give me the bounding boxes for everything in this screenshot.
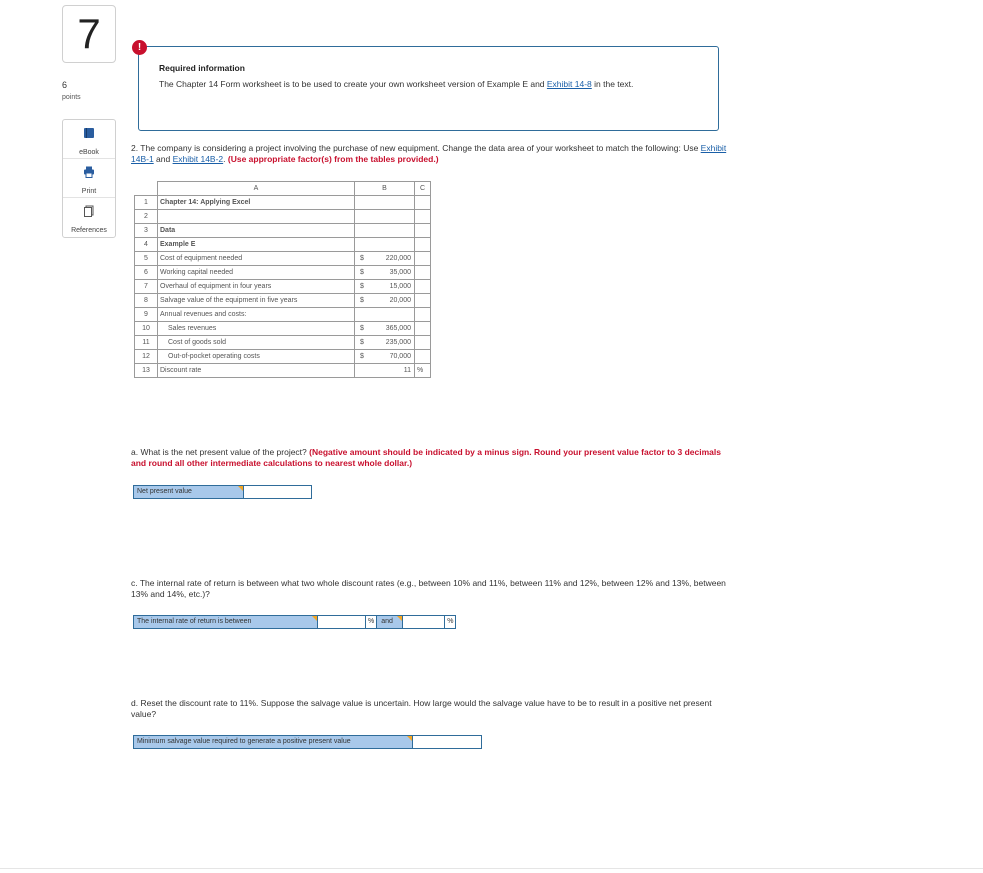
q2-text: 2. The company is considering a project involving the purchase of new equipment. Change the data area of your worksheet to match the following: Use [131,143,701,153]
corner-cell [135,182,158,196]
cell-a: Cost of goods sold [158,336,355,350]
cell-c [415,252,431,266]
references-label: References [71,227,107,234]
cell-c [415,238,431,252]
row-number: 13 [135,364,158,378]
row-number: 8 [135,294,158,308]
ebook-button[interactable] [63,120,115,159]
cell-b-value: 20,000 [374,294,415,308]
row-number: 6 [135,266,158,280]
cell-a [158,210,355,224]
exhibit-14b-2-link[interactable]: Exhibit 14B-2 [172,154,224,164]
cell-a: Working capital needed [158,266,355,280]
salvage-answer-row [133,735,482,749]
exhibit-14b-1-link[interactable]: Exhibit 14B-1 [131,143,727,164]
cell-b-currency [355,224,374,238]
sheet-row [135,336,431,350]
row-number: 4 [135,238,158,252]
qa-instruction: (Negative amount should be indicated by a minus sign. Round your present value factor to 3 decimals and round all other intermediate calculations to nearest whole dollar.) [131,447,721,468]
irr-lower-percent: % [365,616,376,628]
cell-b-currency: $ [355,350,374,364]
irr-lower-input[interactable] [317,616,365,628]
cell-b-value [374,224,415,238]
q2-after: . [223,154,228,164]
sheet-row [135,238,431,252]
cell-b-currency: $ [355,322,374,336]
cell-b-currency [355,210,374,224]
cell-c [415,336,431,350]
info-text [159,79,699,90]
sheet-row [135,364,431,378]
sheet-row [135,308,431,322]
cell-a: Data [158,224,355,238]
cell-c [415,210,431,224]
q2-instruction: (Use appropriate factor(s) from the tables provided.) [227,154,439,164]
cell-b-currency [355,364,374,378]
cell-b-value: 35,000 [374,266,415,280]
bottom-divider [0,868,983,869]
cell-a: Salvage value of the equipment in five years [158,294,355,308]
sheet-row [135,210,431,224]
cell-a: Cost of equipment needed [158,252,355,266]
cell-a: Annual revenues and costs: [158,308,355,322]
cell-c [415,196,431,210]
points-value: 6 [62,80,68,90]
cell-b-currency: $ [355,266,374,280]
cell-b-currency: $ [355,294,374,308]
cell-b-value [374,308,415,322]
cell-a: Overhaul of equipment in four years [158,280,355,294]
cell-b-currency: $ [355,336,374,350]
row-number: 12 [135,350,158,364]
required-info-box [138,46,719,131]
tools-panel [62,119,116,238]
salvage-label: Minimum salvage value required to generate a positive present value [134,736,412,748]
irr-answer-row [133,615,456,629]
cell-b-value: 15,000 [374,280,415,294]
npv-answer-row [133,485,312,499]
cell-a: Sales revenues [158,322,355,336]
col-header-a: A [158,182,355,196]
row-number: 3 [135,224,158,238]
npv-label: Net present value [134,486,243,498]
print-button[interactable] [63,159,115,198]
cell-a: Discount rate [158,364,355,378]
cell-b-currency [355,238,374,252]
worksheet-table [134,181,431,378]
row-number: 2 [135,210,158,224]
cell-b-value: 220,000 [374,252,415,266]
npv-input[interactable] [243,486,311,498]
sheet-row [135,266,431,280]
col-header-b: B [355,182,415,196]
row-number: 11 [135,336,158,350]
cell-a: Chapter 14: Applying Excel [158,196,355,210]
sheet-row [135,294,431,308]
qa-text: a. What is the net present value of the project? [131,447,310,457]
irr-and-label: and [376,616,402,628]
row-number: 10 [135,322,158,336]
cell-a: Out-of-pocket operating costs [158,350,355,364]
cell-c [415,350,431,364]
q2-and: and [153,154,173,164]
cell-b-value: 235,000 [374,336,415,350]
info-title: Required information [159,63,245,73]
question-number: 7 [62,5,116,63]
cell-c [415,280,431,294]
ebook-label: eBook [79,149,99,156]
cell-b-currency: $ [355,280,374,294]
row-number: 7 [135,280,158,294]
print-label: Print [81,188,97,195]
irr-upper-input[interactable] [402,616,444,628]
cell-b-value [374,196,415,210]
question-a-text [131,447,731,469]
cell-b-currency [355,196,374,210]
irr-label: The internal rate of return is between [134,616,317,628]
row-number: 1 [135,196,158,210]
cell-b-value: 70,000 [374,350,415,364]
points-label: points [62,94,81,101]
sheet-row [135,322,431,336]
cell-b-currency: $ [355,252,374,266]
cell-a: Example E [158,238,355,252]
print-icon [83,166,95,178]
exhibit-14-8-link[interactable]: Exhibit 14-8 [546,79,592,89]
question-d-text: d. Reset the discount rate to 11%. Suppose the salvage value is uncertain. How large would the salvage value have to be to result in a positive net present value? [131,698,712,719]
cell-c [415,224,431,238]
col-header-c: C [415,182,431,196]
cell-b-value: 11 [374,364,415,378]
cell-c: % [415,364,431,378]
question-c-text: c. The internal rate of return is between what two whole discount rates (e.g., between 10% and 11%, between 11% and 12%, between 12% and 13%, between 13% and 14%, etc.)? [131,578,726,599]
info-text-end: in the text. [591,79,634,89]
salvage-input[interactable] [412,736,481,748]
alert-icon: ! [132,40,147,55]
cell-c [415,294,431,308]
book-icon [83,127,95,139]
cell-c [415,322,431,336]
sheet-row [135,280,431,294]
cell-b-currency [355,308,374,322]
cell-b-value: 365,000 [374,322,415,336]
cell-c [415,308,431,322]
references-button[interactable] [63,198,115,237]
question-2-text [131,143,731,165]
sheet-row [135,252,431,266]
sheet-row [135,224,431,238]
row-number: 9 [135,308,158,322]
sheet-row [135,196,431,210]
cell-c [415,266,431,280]
cell-b-value [374,238,415,252]
references-icon [83,205,95,217]
sheet-row [135,350,431,364]
irr-upper-percent: % [444,616,455,628]
info-text-part: The Chapter 14 Form worksheet is to be used to create your own worksheet version of Example E and [159,79,547,89]
cell-b-value [374,210,415,224]
row-number: 5 [135,252,158,266]
